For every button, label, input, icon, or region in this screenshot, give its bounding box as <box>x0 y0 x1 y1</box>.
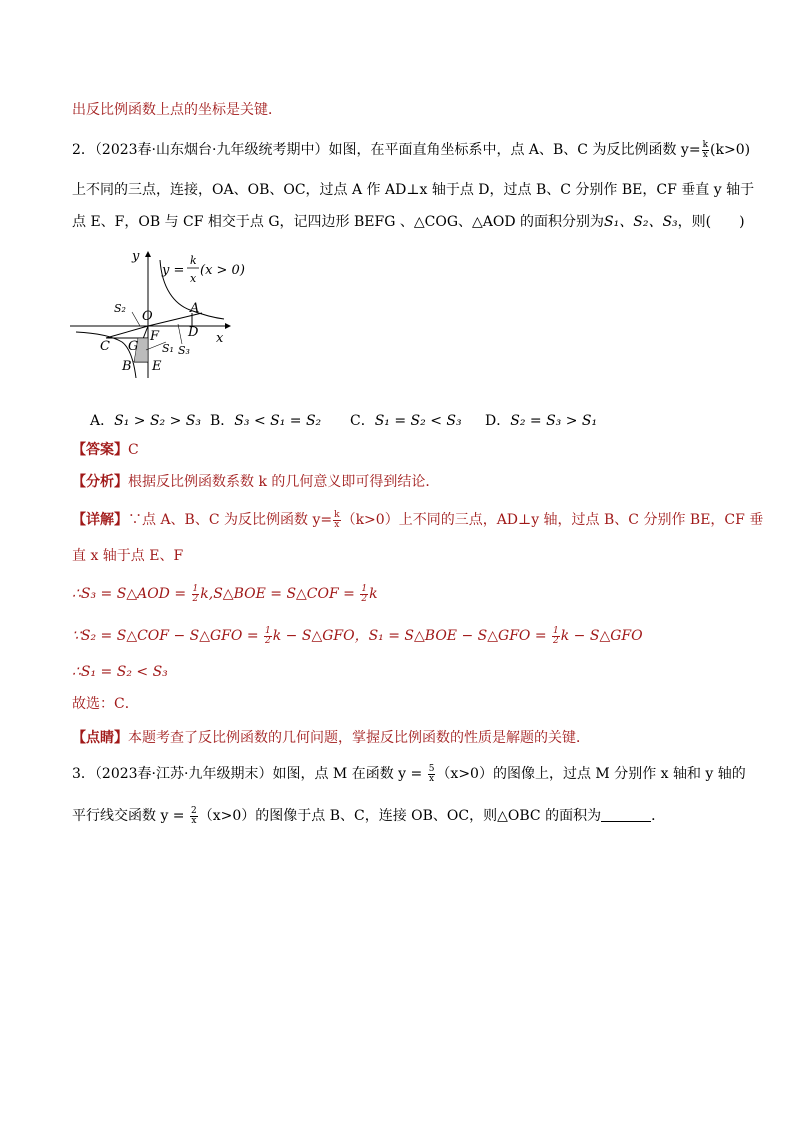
x-axis-label: x <box>216 331 224 346</box>
origin-label: O <box>142 309 153 324</box>
option-b: B．S₃ < S₁ = S₂ <box>210 413 322 429</box>
point-b-label: B <box>122 359 132 374</box>
detail-line-2: 直 x 轴于点 E、F <box>72 548 184 564</box>
point-c-label: C <box>100 339 110 354</box>
fraction: $\frac{k}{x}$ <box>702 139 709 160</box>
q2-number: 2． <box>72 142 95 158</box>
equation-3: ∴S₁ = S₂ < S₃ <box>72 664 168 680</box>
choose-line: 故选：C． <box>72 696 139 712</box>
point-d-label: D <box>188 325 199 340</box>
point-f-label: F <box>150 329 160 344</box>
q3-line-1: 3．（2023春·江苏·九年级期末）如图，点 M 在函数 y = $\frac{5}{x}$ （x>0）的图像上，过点 M 分别作 x 轴和 y 轴的 <box>72 763 746 784</box>
intro-line: 出反比例函数上点的坐标是关键． <box>72 102 282 118</box>
q2-line-3: 点 E、F，OB 与 CF 相交于点 G，记四边形 BEFG 、△COG、△AOD 的面积分别为S₁、S₂、S₃，则( ) <box>72 214 745 230</box>
answer-line: 【答案】C <box>72 442 139 458</box>
eq-k: k <box>190 254 197 267</box>
option-c: C．S₁ = S₂ < S₃ <box>350 413 462 429</box>
option-a: A．S₁ > S₂ > S₃ <box>90 413 201 429</box>
point-g-label: G <box>128 339 139 354</box>
equation-2: ∵S₂ = S△COF − S△GFO = $\frac{1}{2}$ k − S△GFO，S₁ = S△BOE − S△GFO = $\frac{1}{2}$ k − S△GFO <box>72 625 643 646</box>
equation-1: ∴S₃ = S△AOD = $\frac{1}{2}$ k,S△BOE = S△COF = $\frac{1}{2}$ k <box>72 583 378 604</box>
s3-label: S₃ <box>178 344 190 357</box>
answer-blank[interactable] <box>601 807 651 822</box>
detail-line-1: 【详解】∵点 A、B、C 为反比例函数 y= $\frac{k}{x}$ （k>0）上不同的三点，AD⊥y 轴，过点 B、C 分别作 BE，CF 垂 <box>72 509 764 530</box>
eq-y: y = <box>162 263 185 278</box>
option-d: D．S₂ = S₃ > S₁ <box>485 413 598 429</box>
comment-line: 【点睛】本题考查了反比例函数的几何问题，掌握反比例函数的性质是解题的关键． <box>72 730 590 746</box>
y-axis-label: y <box>132 249 140 264</box>
analysis-line: 【分析】根据反比例函数系数 k 的几何意义即可得到结论． <box>72 474 440 490</box>
q2-line-2: 上不同的三点，连接，OA、OB、OC，过点 A 作 AD⊥x 轴于点 D，过点 B、C 分别作 BE，CF 垂直 y 轴于 <box>72 182 755 198</box>
point-a-label: A <box>190 301 200 316</box>
s1-label: S₁ <box>162 342 174 355</box>
s2-label: S₂ <box>114 302 126 315</box>
q3-line-2: 平行线交函数 y = $\frac{2}{x}$ （x>0）的图像于点 B、C，连接 OB、OC，则△OBC 的面积为 ． <box>72 805 666 826</box>
eq-x: x <box>190 272 197 285</box>
eq-condition: (x > 0) <box>200 263 245 278</box>
q2-line-1: 2．（2023春·山东烟台·九年级统考期中）如图，在平面直角坐标系中，点 A、B、C 为反比例函数 y= $\frac{k}{x}$ (k>0) <box>72 139 751 160</box>
q2-source: （2023春·山东烟台·九年级统考期中） <box>94 142 329 158</box>
point-e-label: E <box>152 359 162 374</box>
hyperbola-figure <box>66 246 252 382</box>
